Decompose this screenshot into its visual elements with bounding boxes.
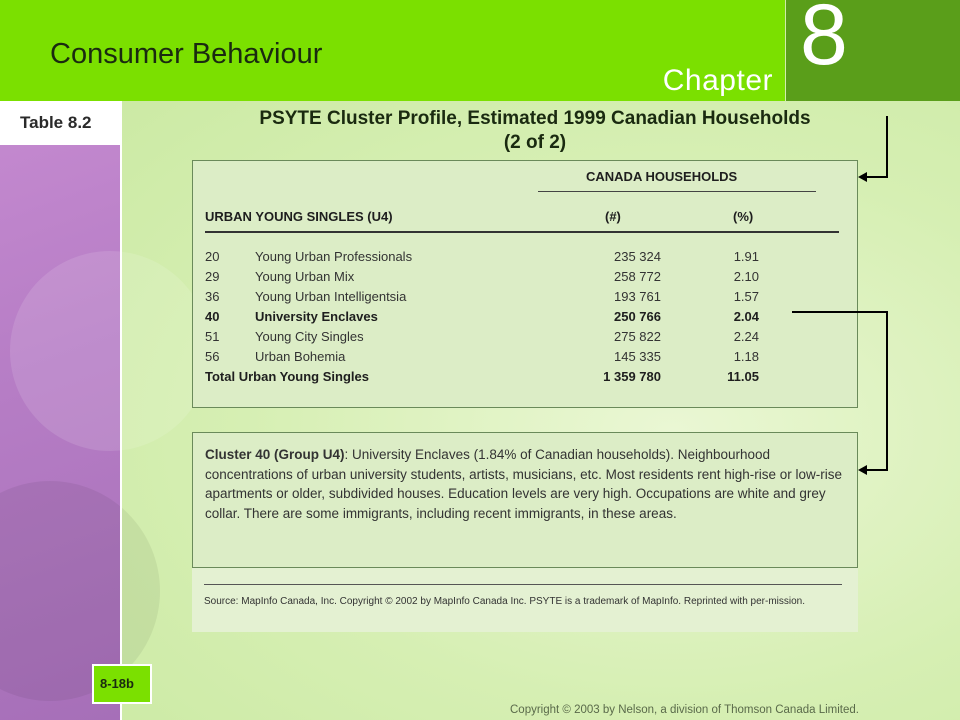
arrow-bottom-horizontal — [866, 469, 888, 471]
source-rule — [204, 584, 842, 585]
row-name: Young City Singles — [255, 329, 364, 344]
col-header-pct: (%) — [733, 209, 754, 224]
slide-number: 8-18b — [100, 676, 134, 691]
sidebar-divider — [120, 101, 122, 720]
description-body: : University Enclaves (1.84% of Canadian households). Neighbourhood concentrations of urban university students, artists, musicians, etc. Most residents rent high-rise or low-rise apartments or older, subdivided houses. Education levels are very high. Occupations are white and grey collar. There are some immigrants, including recent immigrants, in these areas. — [205, 447, 843, 521]
row-name: Young Urban Mix — [255, 269, 355, 284]
group-header: CANADA HOUSEHOLDS — [586, 169, 738, 184]
row-pct: 1.57 — [733, 289, 759, 304]
row-pct: 2.04 — [733, 309, 759, 324]
total-count: 1 359 780 — [603, 369, 661, 384]
page-title-line1: PSYTE Cluster Profile, Estimated 1999 Canadian Households — [259, 108, 811, 129]
source-text: Source: MapInfo Canada, Inc. Copyright © 2002 by MapInfo Canada Inc. PSYTE is a trademark of MapInfo. Reprinted with per-mission. — [204, 596, 806, 607]
arrow-bottom-top-horizontal — [792, 311, 888, 313]
row-code: 51 — [205, 329, 220, 344]
group-header-rule — [538, 191, 816, 192]
arrow-bottom-vertical — [886, 311, 888, 471]
row-count: 250 766 — [614, 309, 661, 324]
description-text — [205, 445, 845, 523]
row-code: 56 — [205, 349, 220, 364]
row-pct: 1.18 — [733, 349, 759, 364]
cluster-table — [192, 160, 858, 408]
row-count: 145 335 — [614, 349, 661, 364]
cluster-description — [192, 432, 858, 568]
row-code: 20 — [205, 249, 220, 264]
row-pct: 1.91 — [733, 249, 759, 264]
col-header-count: (#) — [605, 209, 621, 224]
row-pct: 2.24 — [733, 329, 759, 344]
row-name: Urban Bohemia — [255, 349, 346, 364]
table-label: Table 8.2 — [20, 113, 92, 132]
row-code: 40 — [205, 309, 220, 324]
chapter-label: Chapter — [662, 64, 773, 97]
header-rule — [205, 231, 839, 233]
row-pct: 2.10 — [733, 269, 759, 284]
row-count: 193 761 — [614, 289, 661, 304]
row-name: Young Urban Professionals — [255, 249, 413, 264]
arrow-bottom-head — [858, 465, 867, 475]
arrow-top-head — [858, 172, 867, 182]
row-name: Young Urban Intelligentsia — [255, 289, 407, 304]
page-title-line2: (2 of 2) — [503, 132, 567, 153]
page-title — [130, 107, 940, 155]
sidebar-decoration — [0, 101, 120, 720]
course-title: Consumer Behaviour — [50, 38, 323, 70]
row-code: 29 — [205, 269, 220, 284]
row-name: University Enclaves — [255, 309, 378, 324]
description-lead: Cluster 40 (Group U4) — [205, 447, 345, 462]
source-panel — [192, 568, 858, 632]
row-count: 258 772 — [614, 269, 661, 284]
arrow-top-vertical — [886, 116, 888, 178]
row-count: 235 324 — [614, 249, 661, 264]
total-label: Total Urban Young Singles — [205, 369, 369, 384]
chapter-number: 8 — [800, 0, 848, 83]
arrow-top-horizontal — [866, 176, 888, 178]
row-count: 275 822 — [614, 329, 661, 344]
copyright: Copyright © 2003 by Nelson, a division of Thomson Canada Limited. — [510, 704, 859, 716]
row-code: 36 — [205, 289, 220, 304]
total-pct: 11.05 — [727, 369, 759, 384]
section-title: URBAN YOUNG SINGLES (U4) — [205, 209, 393, 224]
